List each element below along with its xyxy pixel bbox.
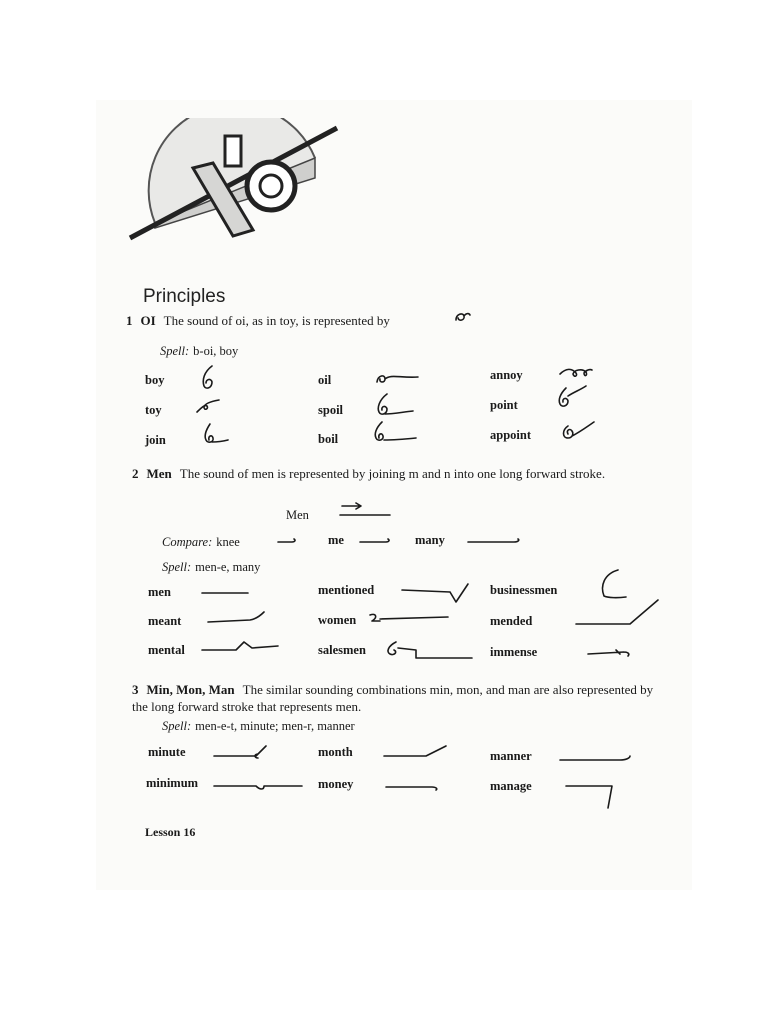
shorthand-minimum-icon bbox=[212, 780, 304, 792]
shorthand-mended-icon bbox=[574, 598, 660, 628]
word-toy: toy bbox=[145, 403, 162, 417]
shorthand-salesmen-icon bbox=[384, 640, 474, 662]
word-women: women bbox=[318, 613, 357, 627]
section-number: 2 bbox=[132, 466, 139, 481]
section-3-spell: Spell: men-e-t, minute; men-r, manner bbox=[162, 719, 355, 733]
shorthand-many-icon bbox=[466, 536, 522, 546]
word-boil: boil bbox=[318, 432, 339, 446]
word-mended: mended bbox=[490, 614, 533, 628]
compare-many: many bbox=[415, 533, 445, 547]
shorthand-spoil-icon bbox=[375, 392, 415, 418]
word-oil: oil bbox=[318, 373, 332, 387]
section-number: 1 bbox=[126, 313, 133, 328]
shorthand-annoy-icon bbox=[558, 364, 594, 380]
oi-shorthand-icon bbox=[454, 310, 472, 324]
shorthand-join-icon bbox=[200, 422, 230, 446]
section-3-heading bbox=[132, 681, 672, 715]
word-immense: immense bbox=[490, 645, 538, 659]
shorthand-point-icon bbox=[556, 384, 588, 408]
shorthand-oil-icon bbox=[375, 370, 420, 386]
shorthand-minute-icon bbox=[212, 744, 268, 760]
word-men: men bbox=[148, 585, 171, 599]
word-manner: manner bbox=[490, 749, 532, 763]
men-stroke-arrow-icon bbox=[338, 502, 392, 518]
word-money: money bbox=[318, 777, 354, 791]
word-salesmen: salesmen bbox=[318, 643, 366, 657]
shorthand-boil-icon bbox=[372, 420, 418, 444]
shorthand-month-icon bbox=[382, 744, 448, 760]
shorthand-mentioned-icon bbox=[400, 582, 472, 604]
compare-me: me bbox=[328, 533, 344, 547]
shorthand-knee-icon bbox=[276, 536, 298, 546]
word-point: point bbox=[490, 398, 518, 412]
word-appoint: appoint bbox=[490, 428, 531, 442]
shorthand-immense-icon bbox=[586, 646, 636, 660]
section-2-spell: Spell: men-e, many bbox=[162, 560, 261, 574]
word-join: join bbox=[145, 433, 166, 447]
section-number: 3 bbox=[132, 682, 139, 697]
shorthand-me-icon bbox=[358, 536, 392, 546]
word-mentioned: mentioned bbox=[318, 583, 375, 597]
word-minute: minute bbox=[148, 745, 186, 759]
section-1-heading bbox=[126, 312, 686, 329]
men-label: Men bbox=[286, 508, 309, 522]
shorthand-women-icon bbox=[366, 611, 450, 625]
section-2-heading bbox=[132, 465, 672, 482]
section-title: Min, Mon, Man bbox=[146, 682, 235, 697]
lesson-emblem-icon bbox=[125, 118, 340, 248]
word-mental: mental bbox=[148, 643, 185, 657]
word-meant: meant bbox=[148, 614, 182, 628]
shorthand-men-icon bbox=[200, 590, 250, 596]
section-text: The sound of men is represented by joining m and n into one long forward stroke. bbox=[179, 466, 606, 481]
section-text: The sound of oi, as in toy, is represented by bbox=[163, 313, 390, 328]
shorthand-boy-icon bbox=[198, 364, 218, 390]
shorthand-manner-icon bbox=[558, 754, 632, 766]
shorthand-mental-icon bbox=[200, 638, 280, 654]
section-text: The similar sounding combinations min, mon, and man are also represented by the long forward stroke that represents men. bbox=[132, 682, 654, 714]
section-2-compare: Compare: knee bbox=[162, 535, 240, 549]
shorthand-appoint-icon bbox=[560, 418, 596, 442]
section-title: Men bbox=[146, 466, 172, 481]
word-boy: boy bbox=[145, 373, 165, 387]
word-businessmen: businessmen bbox=[490, 583, 558, 597]
word-month: month bbox=[318, 745, 353, 759]
shorthand-toy-icon bbox=[195, 398, 221, 414]
shorthand-manage-icon bbox=[564, 780, 616, 810]
shorthand-money-icon bbox=[384, 782, 444, 792]
section-1-spell: Spell: b-oi, boy bbox=[160, 344, 239, 358]
section-title: OI bbox=[140, 313, 156, 328]
word-manage: manage bbox=[490, 779, 532, 793]
shorthand-meant-icon bbox=[206, 610, 266, 626]
word-spoil: spoil bbox=[318, 403, 344, 417]
word-annoy: annoy bbox=[490, 368, 523, 382]
page-title: Principles bbox=[143, 286, 226, 307]
page-footer: Lesson 16 bbox=[145, 825, 196, 839]
word-minimum: minimum bbox=[146, 776, 199, 790]
